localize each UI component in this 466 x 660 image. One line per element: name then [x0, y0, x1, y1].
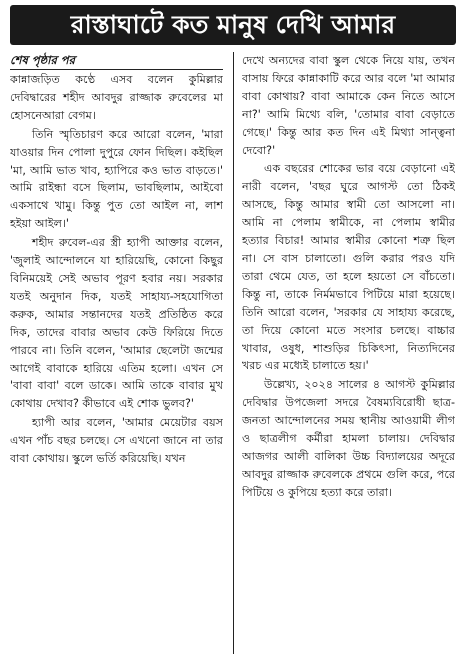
paragraph: কান্নাজড়িত কণ্ঠে এসব বলেন কুমিল্লার দেবিদ্বারের শহীদ আবদুর রাজ্জাক রুবেলের মা হোসনেআরা বেগম। [10, 73, 223, 122]
paragraph: উল্লেখ্য, ২০২৪ সালের ৪ আগস্ট কুমিল্লার দেবিদ্বার উপজেলা সদরে বৈষম্যবিরোধী ছাত্র-জনতা আন্দোলনের সময় স্থানীয় আওয়ামী লীগ ও ছাত্রলীগ কর্মীরা হামলা চালায়। দেবিদ্বার আজগর আলী বালিকা উচ্চ বিদ্যালয়ের অদূরে আবদুর রাজ্জাক রুবেলকে প্রথমে গুলি করে, পরে পিটিয়ে ও কুপিয়ে হত্যা করে তারা। [242, 378, 455, 499]
column-divider [233, 52, 234, 654]
headline: রাস্তাঘাটে কত মানুষ দেখি আমার [10, 5, 456, 45]
continuation-kicker: শেষ পৃষ্ঠার পর [10, 53, 75, 67]
right-column [242, 52, 455, 654]
left-column [10, 52, 223, 654]
paragraph: এক বছরের শোকের ভার বয়ে বেড়ানো এই নারী বলেন, 'বছর ঘুরে আগস্ট তো ঠিকই আসছে, কিন্তু আমার স্বামী তো আসলো না। আমি না পেলাম স্বামীকে, না পেলাম স্বামীর হত্যার বিচার! আমার স্বামীর কোনো শত্রু ছিল না। সে বাস চালাতো। গুলি করার পরও যদি তারা থেমে যেত, তা হলে হয়তো সে বাঁচতো। কিন্তু না, তাকে নির্মমভাবে পিটিয়ে মারা হয়েছে। তিনি আরো বলেন, 'সরকার যে সাহায্য করেছে, তা দিয়ে কোনো মতে সংসার চলছে। বাচ্চার খাবার, ওষুধ, শাশুড়ির চিকিৎসা, নিত্যদিনের খরচ এর মধ্যেই চালাতে হয়।' [242, 162, 455, 373]
paragraph: শহীদ রুবেল-এর স্ত্রী হ্যাপী আক্তার বলেন, 'জুলাই আন্দোলনে যা হারিয়েছি, কোনো কিছুর বিনিময়েই সেই অভাব পূরণ হবার নয়। সরকার যতই অনুদান দিক, যতই সাহায্য-সহযোগিতা করুক, আমার সন্তানদের যতই প্রতিষ্ঠিত করে দিক, তাদের বাবার অভাব কেউ ফিরিয়ে দিতে পারবে না। তিনি বলেন, 'আমার ছেলেটা জন্মের আগেই বাবাকে হারিয়ে এতিম হলো। এখন সে 'বাবা বাবা' বলে ডাকে। আমি তাকে বাবার মুখ কোথায় দেখাব? কীভাবে এই শোক ভুলব?' [10, 236, 223, 411]
paragraph: তিনি স্মৃতিচারণ করে আরো বলেন, 'মারা যাওয়ার দিন পোলা দুপুরে ফোন দিছিল। কইছিল 'মা, আমি ভাত খাব, হ্যাপিরে কও ভাত বাড়তে।' আমি রাইন্ধা বসে ছিলাম, ভাবছিলাম, আইবো একসাথে খামু। কিন্তু পুত তো আইল না, লাশ হইয়া আইল।' [10, 127, 223, 231]
paragraph: হ্যাপী আর বলেন, 'আমার মেয়েটার বয়স এখন পাঁচ বছর চলছে। সে এখনো জানে না তার বাবা কোথায়। স্কুলে ভর্তি করিয়েছি। যখন [10, 416, 223, 466]
kicker-divider [10, 69, 223, 70]
paragraph: দেখে অন্যদের বাবা স্কুল থেকে নিয়ে যায়, তখন বাসায় ফিরে কান্নাকাটি করে আর বলে 'মা আমার বাবা কোথায়? বাবা আমাকে কেন নিতে আসে না?' আমি মিথ্যে বলি, 'তোমার বাবা বেড়াতে গেছে।' কিন্তু আর কত দিন এই মিথ্যা সান্ত্বনা দেবো?' [242, 54, 455, 157]
